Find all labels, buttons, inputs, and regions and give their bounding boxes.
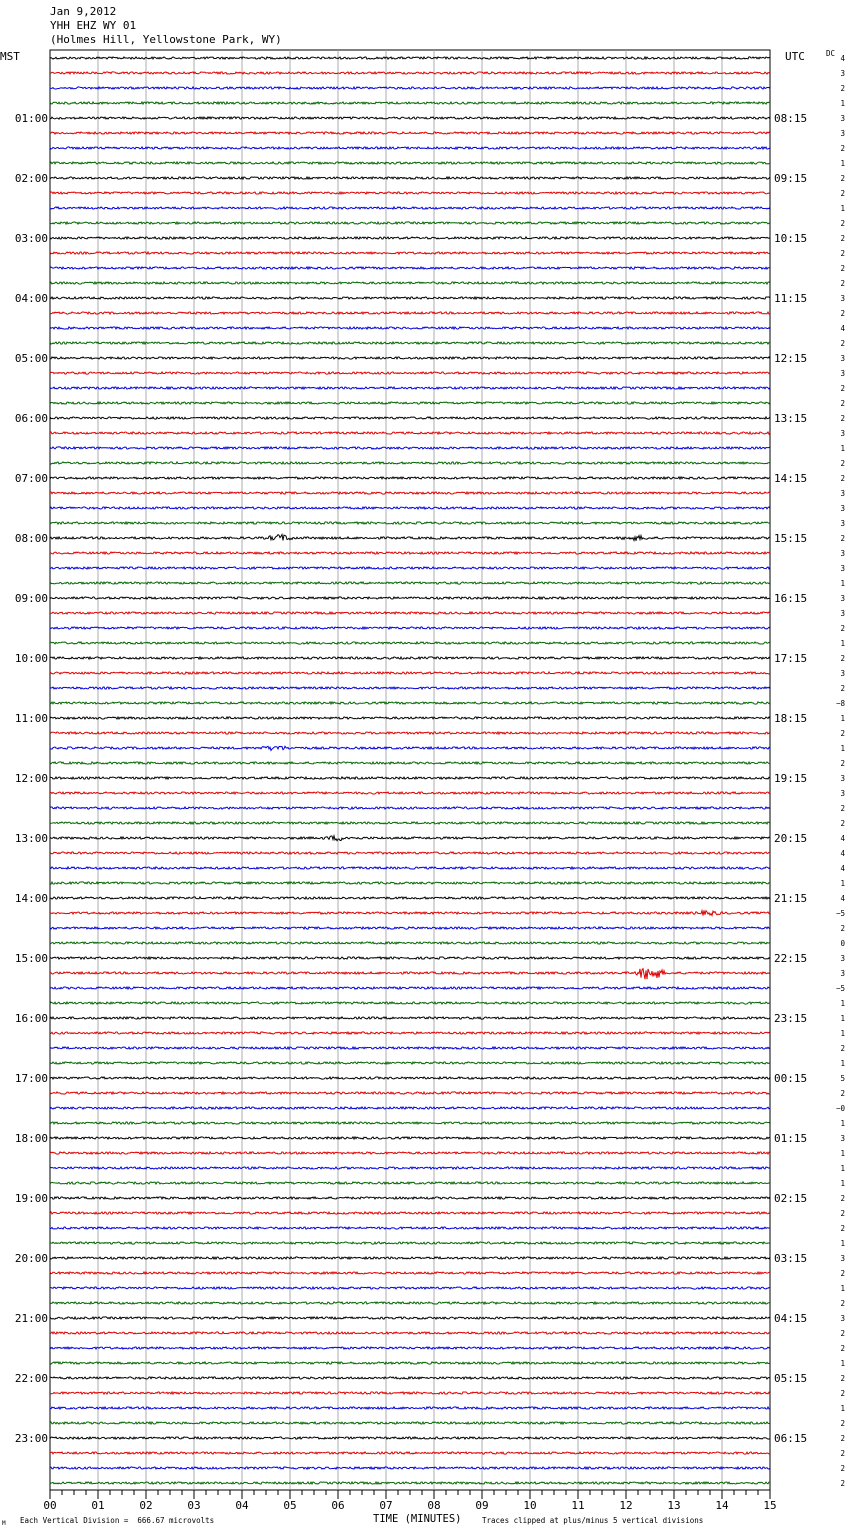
x-tick-label: 11	[571, 1499, 585, 1512]
dc-offset-value: 3	[840, 669, 845, 678]
dc-offset-value: 2	[840, 1434, 845, 1443]
dc-offset-value: 2	[840, 759, 845, 768]
right-zone-label: UTC	[785, 50, 805, 63]
dc-label: DC	[826, 49, 836, 58]
dc-offset-value: 2	[840, 399, 845, 408]
dc-offset-value: 3	[840, 564, 845, 573]
dc-offset-value: 2	[840, 1329, 845, 1338]
trace-row-32	[50, 535, 770, 541]
dc-offset-value: 2	[840, 189, 845, 198]
trace-row-60	[50, 957, 770, 959]
left-hour-label: 03:00	[14, 232, 48, 245]
trace-row-75	[50, 1182, 770, 1184]
trace-row-82	[50, 1287, 770, 1289]
trace-row-22	[50, 387, 770, 389]
dc-offset-value: 2	[840, 384, 845, 393]
left-hour-label: 12:00	[14, 772, 48, 785]
left-hour-label: 14:00	[14, 892, 48, 905]
trace-row-27	[50, 462, 770, 464]
trace-row-40	[50, 657, 770, 659]
trace-row-11	[50, 222, 770, 224]
record-date: Jan 9,2012	[50, 5, 117, 18]
trace-row-70	[50, 1107, 770, 1109]
trace-row-50	[50, 807, 770, 809]
trace-row-56	[50, 897, 770, 899]
dc-offset-value: 4	[840, 894, 845, 903]
dc-offset-value: 3	[840, 954, 845, 963]
left-hour-label: 15:00	[14, 952, 48, 965]
dc-offset-value: 1	[840, 579, 845, 588]
trace-row-92	[50, 1437, 770, 1439]
dc-offset-value: 3	[840, 519, 845, 528]
left-hour-label: 07:00	[14, 472, 48, 485]
right-hour-label: 19:15	[774, 772, 808, 785]
dc-offset-value: 3	[840, 129, 845, 138]
dc-offset-value: 2	[840, 654, 845, 663]
trace-row-68	[50, 1077, 770, 1079]
dc-offset-value: −8	[835, 699, 845, 708]
dc-offset-value: 1	[840, 444, 845, 453]
trace-row-29	[50, 492, 770, 494]
dc-offset-value: 1	[840, 879, 845, 888]
trace-row-26	[50, 447, 770, 449]
trace-row-80	[50, 1257, 770, 1259]
dc-offset-value: 2	[840, 234, 845, 243]
dc-offset-value: 1	[840, 204, 845, 213]
dc-offset-value: 4	[840, 324, 845, 333]
left-hour-label: 10:00	[14, 652, 48, 665]
trace-row-2	[50, 87, 770, 89]
dc-offset-value: 3	[840, 789, 845, 798]
left-hour-label: 23:00	[14, 1432, 48, 1445]
dc-offset-value: 1	[840, 639, 845, 648]
trace-row-72	[50, 1137, 770, 1139]
dc-offset-value: 2	[840, 144, 845, 153]
dc-offset-value: 2	[840, 1344, 845, 1353]
right-hour-label: 23:15	[774, 1012, 808, 1025]
trace-row-57	[50, 910, 770, 915]
x-tick-label: 05	[283, 1499, 297, 1512]
trace-row-67	[50, 1062, 770, 1064]
dc-offset-value: −5	[835, 909, 845, 918]
right-hour-label: 13:15	[774, 412, 808, 425]
dc-offset-value: 2	[840, 819, 845, 828]
dc-offset-value: 2	[840, 309, 845, 318]
x-tick-label: 12	[619, 1499, 633, 1512]
dc-offset-value: 2	[840, 804, 845, 813]
trace-row-43	[50, 702, 770, 704]
trace-row-35	[50, 582, 770, 584]
right-hour-label: 17:15	[774, 652, 808, 665]
x-tick-label: 14	[715, 1499, 729, 1512]
trace-row-53	[50, 852, 770, 854]
dc-offset-value: 2	[840, 1479, 845, 1488]
trace-row-93	[50, 1452, 770, 1454]
x-tick-label: 01	[91, 1499, 105, 1512]
dc-offset-value: 1	[840, 1179, 845, 1188]
trace-row-58	[50, 927, 770, 929]
dc-offset-value: 4	[840, 834, 845, 843]
trace-row-91	[50, 1422, 770, 1424]
dc-offset-value: 2	[840, 1389, 845, 1398]
trace-row-44	[50, 717, 770, 719]
dc-offset-value: 2	[840, 84, 845, 93]
dc-offset-value: 2	[840, 219, 845, 228]
left-hour-label: 21:00	[14, 1312, 48, 1325]
right-hour-label: 11:15	[774, 292, 808, 305]
scale-note: Each Vertical Division = 666.67 microvolts	[20, 1516, 215, 1525]
dc-offset-value: 3	[840, 1134, 845, 1143]
dc-offset-value: 1	[840, 714, 845, 723]
dc-offset-value: 2	[840, 534, 845, 543]
trace-row-54	[50, 867, 770, 869]
trace-row-74	[50, 1167, 770, 1169]
dc-offset-value: 1	[840, 999, 845, 1008]
trace-row-20	[50, 357, 770, 359]
trace-row-30	[50, 507, 770, 509]
dc-offset-value: 2	[840, 1374, 845, 1383]
trace-row-24	[50, 417, 770, 419]
trace-row-90	[50, 1407, 770, 1409]
x-tick-label: 10	[523, 1499, 537, 1512]
dc-offset-value: 3	[840, 489, 845, 498]
trace-row-23	[50, 402, 770, 404]
trace-row-81	[50, 1272, 770, 1274]
trace-row-76	[50, 1197, 770, 1199]
trace-row-59	[50, 942, 770, 944]
dc-offset-value: 2	[840, 924, 845, 933]
trace-row-77	[50, 1212, 770, 1214]
dc-offset-value: 1	[840, 1149, 845, 1158]
left-hour-label: 22:00	[14, 1372, 48, 1385]
left-hour-label: 13:00	[14, 832, 48, 845]
trace-row-19	[50, 342, 770, 344]
trace-row-84	[50, 1317, 770, 1319]
right-hour-label: 01:15	[774, 1132, 808, 1145]
x-tick-label: 08	[427, 1499, 441, 1512]
left-hour-label: 11:00	[14, 712, 48, 725]
trace-row-16	[50, 297, 770, 299]
trace-row-42	[50, 687, 770, 689]
dc-offset-value: 2	[840, 1194, 845, 1203]
trace-row-15	[50, 282, 770, 284]
dc-offset-value: 3	[840, 594, 845, 603]
dc-offset-value: 4	[840, 849, 845, 858]
dc-offset-value: 4	[840, 54, 845, 63]
trace-row-94	[50, 1467, 770, 1469]
left-hour-label: 06:00	[14, 412, 48, 425]
dc-offset-value: 3	[840, 609, 845, 618]
trace-row-4	[50, 117, 770, 119]
trace-row-36	[50, 597, 770, 599]
trace-row-38	[50, 627, 770, 629]
trace-row-8	[50, 177, 770, 179]
trace-row-86	[50, 1347, 770, 1349]
right-hour-label: 21:15	[774, 892, 808, 905]
trace-row-6	[50, 147, 770, 149]
trace-row-85	[50, 1332, 770, 1334]
x-tick-label: 09	[475, 1499, 489, 1512]
x-tick-label: 15	[763, 1499, 777, 1512]
right-hour-label: 16:15	[774, 592, 808, 605]
trace-row-71	[50, 1122, 770, 1124]
right-hour-label: 18:15	[774, 712, 808, 725]
dc-offset-value: 1	[840, 1284, 845, 1293]
trace-row-45	[50, 732, 770, 734]
trace-row-73	[50, 1152, 770, 1154]
trace-row-64	[50, 1017, 770, 1019]
dc-offset-value: 3	[840, 369, 845, 378]
dc-offset-value: 1	[840, 1014, 845, 1023]
dc-offset-value: 2	[840, 1089, 845, 1098]
trace-row-34	[50, 567, 770, 569]
left-zone-label: MST	[0, 50, 20, 63]
dc-offset-value: 2	[840, 1044, 845, 1053]
left-hour-label: 09:00	[14, 592, 48, 605]
dc-offset-value: 2	[840, 1299, 845, 1308]
trace-row-17	[50, 312, 770, 314]
trace-row-69	[50, 1092, 770, 1094]
dc-offset-value: 2	[840, 414, 845, 423]
left-hour-label: 01:00	[14, 112, 48, 125]
right-hour-label: 09:15	[774, 172, 808, 185]
right-hour-label: 12:15	[774, 352, 808, 365]
trace-row-46	[50, 746, 770, 750]
x-axis-title: TIME (MINUTES)	[373, 1513, 462, 1525]
dc-offset-value: 1	[840, 1059, 845, 1068]
dc-offset-value: 3	[840, 774, 845, 783]
trace-row-33	[50, 552, 770, 554]
trace-row-37	[50, 612, 770, 614]
dc-offset-value: 3	[840, 1314, 845, 1323]
trace-row-12	[50, 237, 770, 239]
dc-offset-value: 3	[840, 69, 845, 78]
trace-row-47	[50, 762, 770, 764]
dc-offset-value: 1	[840, 1029, 845, 1038]
right-hour-label: 04:15	[774, 1312, 808, 1325]
trace-row-89	[50, 1392, 770, 1394]
x-tick-label: 07	[379, 1499, 393, 1512]
right-hour-label: 00:15	[774, 1072, 808, 1085]
left-hour-label: 19:00	[14, 1192, 48, 1205]
trace-row-18	[50, 327, 770, 329]
trace-row-7	[50, 162, 770, 164]
dc-offset-value: 2	[840, 1209, 845, 1218]
trace-row-49	[50, 792, 770, 794]
left-hour-label: 08:00	[14, 532, 48, 545]
dc-offset-value: 3	[840, 114, 845, 123]
dc-offset-value: 1	[840, 1404, 845, 1413]
trace-row-1	[50, 72, 770, 74]
dc-offset-value: 1	[840, 99, 845, 108]
left-hour-label: 05:00	[14, 352, 48, 365]
dc-offset-value: 2	[840, 1224, 845, 1233]
dc-offset-value: 2	[840, 1449, 845, 1458]
station-code: YHH EHZ WY 01	[50, 19, 137, 32]
trace-row-63	[50, 1002, 770, 1004]
right-hour-label: 20:15	[774, 832, 808, 845]
right-hour-label: 08:15	[774, 112, 808, 125]
dc-offset-value: 2	[840, 459, 845, 468]
right-hour-label: 03:15	[774, 1252, 808, 1265]
trace-row-55	[50, 882, 770, 884]
dc-offset-value: 3	[840, 1254, 845, 1263]
trace-row-87	[50, 1362, 770, 1364]
dc-offset-value: 1	[840, 744, 845, 753]
dc-offset-value: 4	[840, 864, 845, 873]
trace-row-25	[50, 432, 770, 434]
dc-offset-value: 3	[840, 294, 845, 303]
trace-row-65	[50, 1032, 770, 1034]
corner-mark: M	[2, 1520, 6, 1527]
trace-row-0	[50, 57, 770, 59]
right-hour-label: 06:15	[774, 1432, 808, 1445]
right-hour-label: 10:15	[774, 232, 808, 245]
dc-offset-value: 2	[840, 624, 845, 633]
right-hour-label: 14:15	[774, 472, 808, 485]
dc-offset-value: 2	[840, 1419, 845, 1428]
left-hour-label: 02:00	[14, 172, 48, 185]
trace-row-52	[50, 836, 770, 841]
dc-offset-value: 2	[840, 684, 845, 693]
left-hour-label: 20:00	[14, 1252, 48, 1265]
dc-offset-value: −5	[835, 984, 845, 993]
dc-offset-value: 3	[840, 429, 845, 438]
trace-row-78	[50, 1227, 770, 1229]
trace-row-83	[50, 1302, 770, 1304]
trace-row-41	[50, 672, 770, 674]
x-tick-label: 06	[331, 1499, 345, 1512]
dc-offset-value: 2	[840, 1464, 845, 1473]
dc-offset-value: 3	[840, 549, 845, 558]
dc-offset-value: 2	[840, 174, 845, 183]
dc-offset-value: 2	[840, 729, 845, 738]
trace-row-39	[50, 642, 770, 644]
trace-row-21	[50, 372, 770, 374]
dc-offset-value: 2	[840, 1269, 845, 1278]
x-tick-label: 03	[187, 1499, 201, 1512]
trace-row-48	[50, 777, 770, 779]
dc-offset-value: 1	[840, 1164, 845, 1173]
left-hour-label: 04:00	[14, 292, 48, 305]
trace-row-10	[50, 207, 770, 209]
dc-offset-value: 1	[840, 1239, 845, 1248]
trace-row-5	[50, 132, 770, 134]
dc-offset-value: −0	[835, 1104, 845, 1113]
trace-row-61	[50, 969, 770, 980]
dc-offset-value: 0	[840, 939, 845, 948]
dc-offset-value: 5	[840, 1074, 845, 1083]
trace-row-14	[50, 267, 770, 269]
dc-offset-value: 3	[840, 504, 845, 513]
dc-offset-value: 3	[840, 354, 845, 363]
dc-offset-value: 1	[840, 1119, 845, 1128]
clip-note: Traces clipped at plus/minus 5 vertical divisions	[482, 1516, 704, 1525]
x-tick-label: 02	[139, 1499, 153, 1512]
dc-offset-value: 1	[840, 159, 845, 168]
right-hour-label: 05:15	[774, 1372, 808, 1385]
left-hour-label: 16:00	[14, 1012, 48, 1025]
trace-row-31	[50, 522, 770, 524]
trace-row-66	[50, 1047, 770, 1049]
trace-row-13	[50, 252, 770, 254]
right-hour-label: 02:15	[774, 1192, 808, 1205]
trace-row-9	[50, 192, 770, 194]
dc-offset-value: 1	[840, 1359, 845, 1368]
dc-offset-value: 2	[840, 249, 845, 258]
left-hour-label: 18:00	[14, 1132, 48, 1145]
trace-row-95	[50, 1482, 770, 1484]
left-hour-label: 17:00	[14, 1072, 48, 1085]
trace-row-88	[50, 1377, 770, 1379]
right-hour-label: 15:15	[774, 532, 808, 545]
trace-row-51	[50, 822, 770, 824]
dc-offset-value: 3	[840, 969, 845, 978]
dc-offset-value: 2	[840, 339, 845, 348]
dc-offset-value: 2	[840, 264, 845, 273]
trace-row-3	[50, 102, 770, 104]
dc-offset-value: 2	[840, 474, 845, 483]
x-tick-label: 04	[235, 1499, 249, 1512]
trace-row-28	[50, 477, 770, 479]
x-tick-label: 00	[43, 1499, 57, 1512]
x-tick-label: 13	[667, 1499, 681, 1512]
trace-row-62	[50, 987, 770, 989]
trace-row-79	[50, 1242, 770, 1244]
station-location: (Holmes Hill, Yellowstone Park, WY)	[50, 33, 282, 46]
right-hour-label: 22:15	[774, 952, 808, 965]
dc-offset-value: 2	[840, 279, 845, 288]
